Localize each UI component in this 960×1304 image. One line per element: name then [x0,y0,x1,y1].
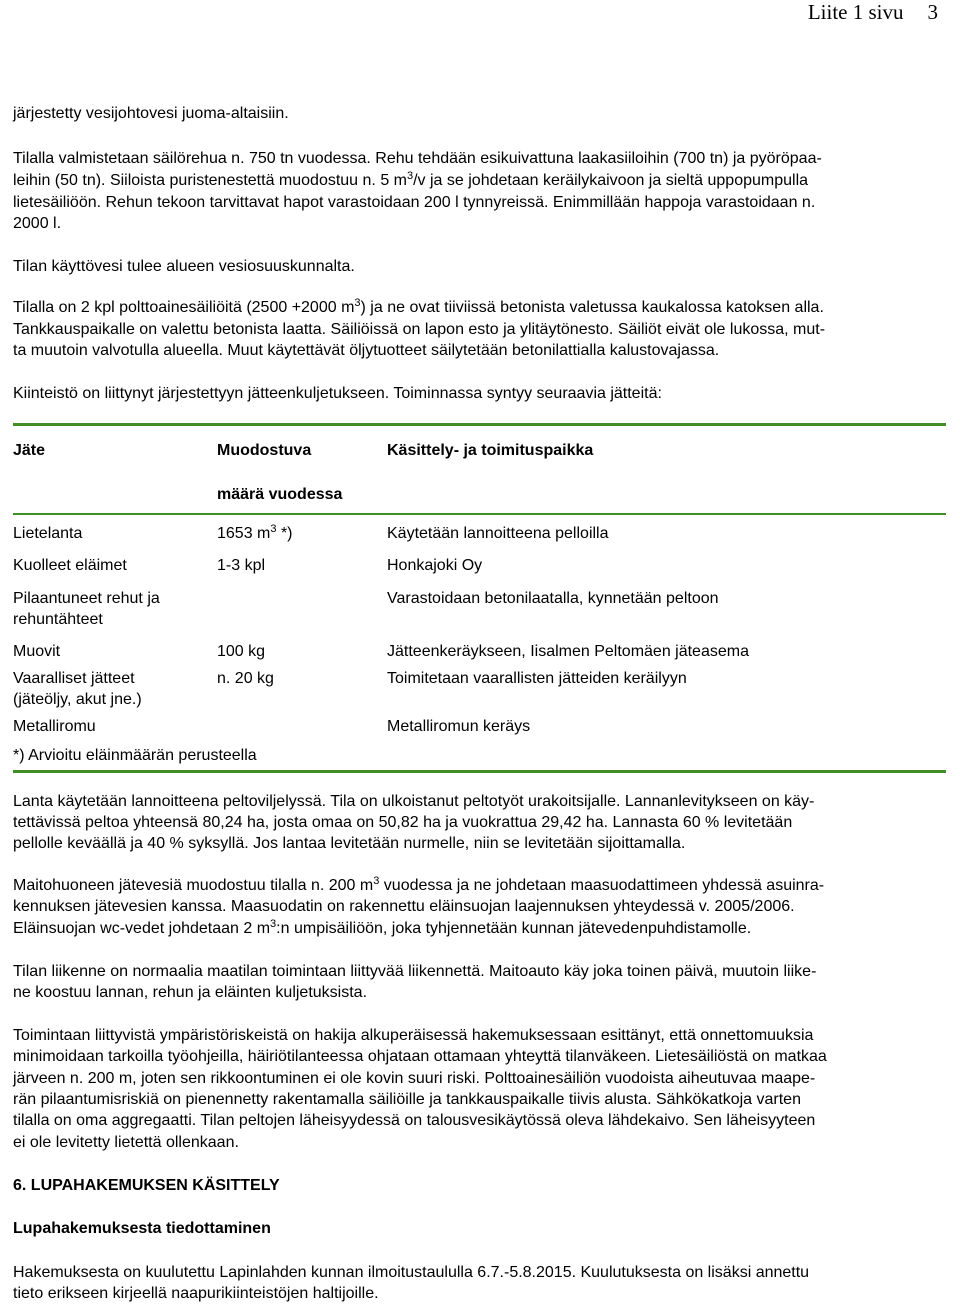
table-cell-waste: Pilaantuneet rehut ja [13,590,160,607]
paragraph-line: Tilalla valmistetaan säilörehua n. 750 tn vuodessa. Rehu tehdään esikuivattuna laakasiiloihin (700 tn) ja pyöröpaa- [13,150,822,167]
table-header-waste: Jäte [13,442,46,459]
table-cell-handling: Jätteenkeräykseen, Iisalmen Peltomäen jäteasema [387,643,749,660]
paragraph-line: Tankkauspaikalle on valettu betonista laatta. Säiliöissä on lapon esto ja ylitäytönesto. Säiliöt eivät ole lukossa, mut- [13,321,826,338]
paragraph-line: Tilalla on 2 kpl polttoainesäiliöitä (2500 +2000 $m^3$) ja ne ovat tiiviissä betonista valetussa kaukalossa katoksen alla. [13,297,824,316]
paragraph-line: pellolle keväällä ja 40 % syksyllä. Jos lantaa levitetään nurmelle, niin se levitetään sijoittamalla. [13,835,686,852]
paragraph-line: kennuksen jätevesien kanssa. Maasuodatin on rakennettu eläinsuojan laajennuksen yhteydessä v. 2005/2006. [13,898,795,915]
page-number: 3 [927,0,938,24]
table-cell-waste: (jäteöljy, akut jne.) [13,691,142,708]
table-cell-handling: Toimitetaan vaarallisten jätteiden keräilyyn [387,670,687,687]
paragraph-waste-intro: Kiinteistö on liittynyt järjestettyyn jätteenkuljetukseen. Toiminnassa syntyy seuraavia jätteitä: [13,385,662,402]
paragraph-line: leihin (50 tn). Siiloista puristenestettä muodostuu n. 5 $m^3/v$ ja se johdetaan keräilykaivoon ja sieltä uppopumpulla [13,170,809,189]
paragraph-line: lietesäiliöön. Rehun tekoon tarvittavat hapot varastoidaan 200 l tynnyreissä. Enimmillään happoja varastoidaan n. [13,194,816,211]
table-cell-amount: n. 20 kg [217,670,274,687]
table-cell-handling: Metalliromun keräys [387,718,531,735]
table-cell-waste: Kuolleet eläimet [13,557,127,574]
section-heading: 6. LUPAHAKEMUKSEN KÄSITTELY [13,1177,280,1194]
table-cell-handling: Varastoidaan betonilaatalla, kynnetään peltoon [387,590,719,607]
paragraph-water-supply: Tilan käyttövesi tulee alueen vesiosuuskunnalta. [13,258,355,275]
appendix-label: Liite 1 sivu [807,0,904,24]
paragraph-line: Eläinsuojan wc-vedet johdetaan 2 $m^3:n$ umpisäiliöön, joka tyhjennetään kunnan jätevedenpuhdistamolle. [13,918,752,937]
page-header [808,0,938,28]
table-cell-waste: rehuntähteet [13,611,103,628]
table-cell-handling: Käytetään lannoitteena pelloilla [387,525,609,542]
paragraph-line: 2000 l. [13,215,62,232]
paragraph-line: Hakemuksesta on kuulutettu Lapinlahden kunnan ilmoitustaululla 6.7.-5.8.2015. Kuulutuksesta on lisäksi annettu [13,1264,810,1281]
paragraph-line: ta muutoin valvotulla alueella. Muut käytettävät öljytuotteet säilytetään betonilattialla kalustovajassa. [13,342,720,359]
paragraph-line: Maitohuoneen jätevesiä muodostuu tilalla n. 200 $m^3$ vuodessa ja ne johdetaan maasuodattimeen yhdessä asuinra- [13,875,825,894]
table-top-rule [13,423,946,426]
table-cell-waste: Lietelanta [13,525,83,542]
paragraph-line: järveen n. 200 m, joten sen rikkoontuminen ei ole kovin suuri riski. Polttoainesäiliön vuodoista aiheutuvaa maape- [13,1070,816,1087]
table-header-amount: Muodostuva [217,442,312,459]
paragraph-line: tettävissä peltoa yhteensä 80,24 ha, josta omaa on 50,82 ha ja vuokrattua 29,42 ha. Lannasta 60 % levitetään [13,814,793,831]
table-cell-amount: 1-3 kpl [217,557,266,574]
table-bottom-rule [13,770,946,773]
paragraph-water-text: järjestetty vesijohtovesi juoma-altaisiin. [13,105,289,122]
paragraph-line: tilalla on oma aggregaatti. Tilan peltojen läheisyydessä on talousvesikäytössä oleva lähdekaivo. Sen läheisyyteen [13,1112,816,1129]
table-footnote: *) Arvioitu eläinmäärän perusteella [13,747,257,764]
paragraph-line: minimoidaan tarkoilla työohjeilla, häiriötilanteessa ohjataan ottamaan yhteyttä tilanväkeen. Lietesäiliöstä on matkaa [13,1048,827,1065]
table-header-amount-sub: määrä vuodessa [217,486,343,503]
table-cell-waste: Metalliromu [13,718,96,735]
table-cell-waste: Muovit [13,643,61,660]
table-header-rule [13,513,946,515]
table-cell-waste: Vaaralliset jätteet [13,670,135,687]
paragraph-line: tieto erikseen kirjeellä naapurikiinteistöjen haltijoille. [13,1285,379,1302]
table-cell-handling: Honkajoki Oy [387,557,483,574]
table-header-handling: Käsittely- ja toimituspaikka [387,442,594,459]
paragraph-line: Toimintaan liittyvistä ympäristöriskeistä on hakija alkuperäisessä hakemuksessaan esittänyt, että onnettomuuksia [13,1027,814,1044]
paragraph-line: ei ole levitetty lietettä ollenkaan. [13,1134,239,1151]
paragraph-line: Tilan liikenne on normaalia maatilan toimintaan liittyvää liikennettä. Maitoauto käy joka toinen päivä, muutoin liike- [13,963,817,980]
paragraph-line: ne koostuu lannan, rehun ja eläinten kuljetuksista. [13,984,368,1001]
paragraph-line: rän pilaantumisriskiä on pienennetty rakentamalla säiliöille ja tankkauspaikalle tiivis alusta. Sähkökatkoja varten [13,1091,801,1108]
table-cell-amount: 100 kg [217,643,266,660]
paragraph-line: Lanta käytetään lannoitteena peltoviljelyssä. Tila on ulkoistanut peltotyöt urakoitsijalle. Lannanlevitykseen on käy- [13,793,815,810]
subsection-heading: Lupahakemuksesta tiedottaminen [13,1220,271,1237]
table-cell-amount: 1653 $m^3$ *) [217,523,293,542]
